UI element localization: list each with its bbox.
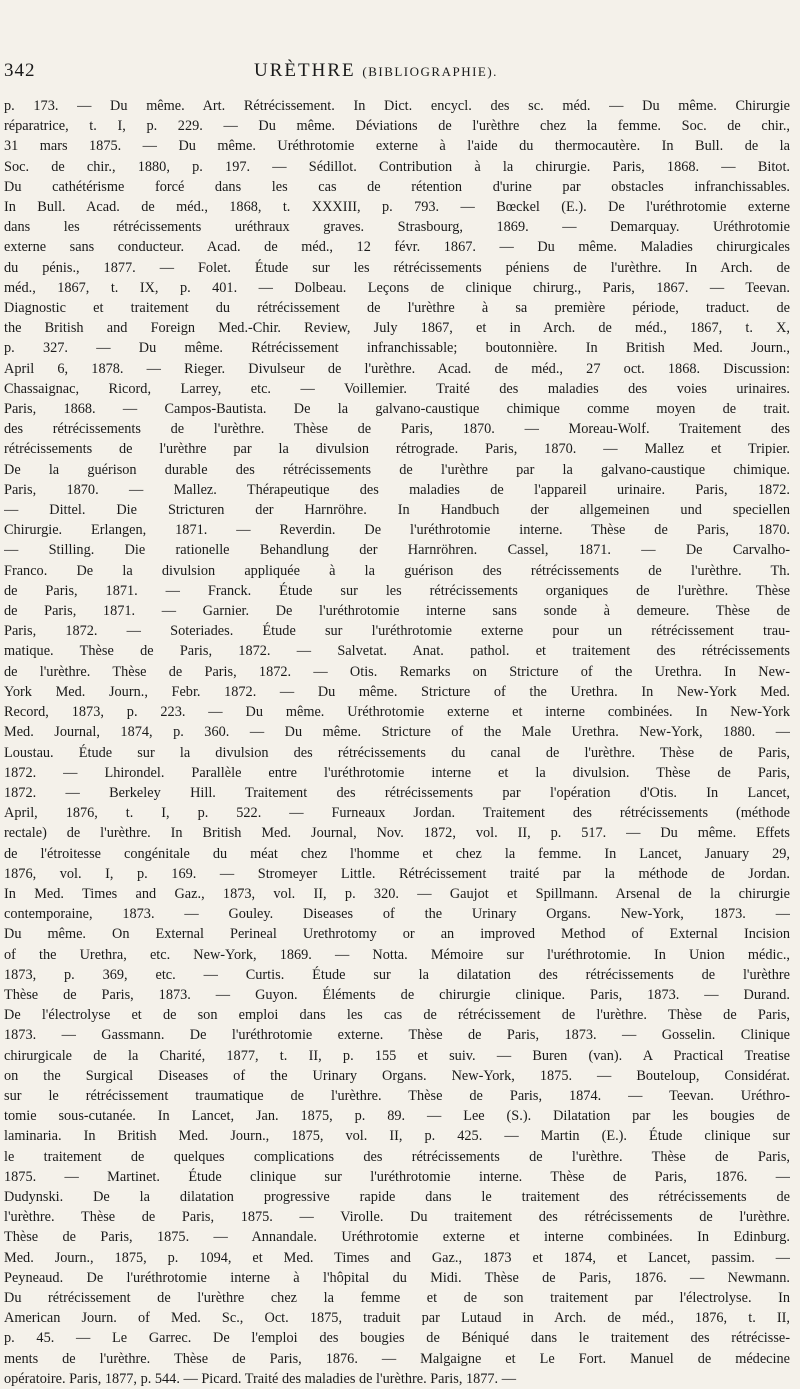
text-line: April 6, 1878. — Rieger. Divulseur de l'urèthre. Acad. de méd., 27 oct. 1868. Discussion: [4,360,790,377]
text-line: chirurgicale de la Charité, 1877, t. II, p. 155 et suiv. — Buren (van). A Practical Treatise [4,1047,790,1064]
text-line: p. 45. — Le Garrec. De l'emploi des bougies de Béniqué dans le traitement des rétrécisse- [4,1330,790,1347]
text-line: des rétrécissements de l'urèthre. Thèse de Paris, 1870. — Moreau-Wolf. Traitement des [4,421,790,438]
text-line: le traitement de quelques complications des rétrécissements de l'urèthre. Thèse de Paris, [4,1148,790,1165]
text-line: of the Urethra, etc. New-York, 1869. — Notta. Mémoire sur l'uréthrotomie. In Union médic., [4,946,790,963]
text-line: dans les rétrécissements uréthraux graves. Strasbourg, 1869. — Demarquay. Uréthrotomie [4,219,790,236]
text-line: tomie sous-cutanée. In Lancet, Jan. 1875, p. 89. — Lee (S.). Dilatation par les bougies de [4,1108,790,1125]
text-line: 31 mars 1875. — Du même. Uréthrotomie externe à l'aide du thermocautère. In Bull. de la [4,138,790,155]
text-line: — Stilling. Die rationelle Behandlung der Harnröhren. Cassel, 1871. — De Carvalho- [4,542,790,559]
text-line: laminaria. In British Med. Journ., 1875, vol. II, p. 425. — Martin (E.). Étude clinique sur [4,1128,790,1145]
text-line: on the Surgical Diseases of the Urinary Organs. New-York, 1875. — Bouteloup, Considérat. [4,1067,790,1084]
text-line: Peyneaud. De l'uréthrotomie interne à l'hôpital du Midi. Thèse de Paris, 1876. — Newmann. [4,1269,790,1286]
text-line: York Med. Journ., Febr. 1872. — Du même. Stricture of the Urethra. In New-York Med. [4,683,790,700]
text-line: de Paris, 1871. — Garnier. De l'uréthrotomie interne sans sonde à demeure. Thèse de [4,603,790,620]
text-line: — Dittel. Die Stricturen der Harnröhre. In Handbuch der allgemeinen und speciellen [4,502,790,519]
text-line: p. 173. — Du même. Art. Rétrécissement. In Dict. encycl. des sc. méd. — Du même. Chirurgie [4,98,790,114]
text-line: contemporaine, 1873. — Gouley. Diseases of the Urinary Organs. New-York, 1873. — [4,906,790,923]
text-line: 1873, p. 369, etc. — Curtis. Étude sur la dilatation des rétrécissements de l'urèthre [4,966,790,983]
text-line: Paris, 1868. — Campos-Bautista. De la galvano-caustique chimique comme moyen de trait. [4,401,790,418]
page-number: 342 [4,60,36,81]
text-line: Record, 1873, p. 223. — Du même. Uréthrotomie externe et interne combinées. In New-York [4,704,790,721]
text-line: de Paris, 1871. — Franck. Étude sur les rétrécissements organiques de l'urèthre. Thèse [4,582,790,599]
text-line: Du rétrécissement de l'urèthre chez la femme et de son traitement par l'électrolyse. In [4,1289,790,1306]
text-line: Loustau. Étude sur la divulsion des rétrécissements du canal de l'urèthre. Thèse de Paris, [4,744,790,761]
text-line: Med. Journal, 1874, p. 360. — Du même. Stricture of the Male Urethra. New-York, 1880. — [4,724,790,741]
text-line: 1873. — Gassmann. De l'uréthrotomie externe. Thèse de Paris, 1873. — Gosselin. Clinique [4,1027,790,1044]
page-header [4,60,790,90]
text-line: sur le rétrécissement traumatique de l'urèthre. Thèse de Paris, 1874. — Teevan. Uréthro- [4,1087,790,1104]
text-line: 1876, vol. I, p. 169. — Stromeyer Little. Rétrécissement traité par la méthode de Jordan. [4,865,790,882]
text-line: Soc. de chir., 1880, p. 197. — Sédillot. Contribution à la chirurgie. Paris, 1868. — Bitot. [4,158,790,175]
running-head-title: URÈTHRE [254,60,356,81]
text-line: ments de l'urèthre. Thèse de Paris, 1876. — Malgaigne et Le Fort. Manuel de médecine [4,1350,790,1367]
running-head-subtitle: (BIBLIOGRAPHIE). [362,64,498,79]
bibliography-text [4,96,790,1389]
text-line: American Journ. of Med. Sc., Oct. 1875, traduit par Lutaud in Arch. de méd., 1876, t. II, [4,1310,790,1327]
text-line: l'urèthre. Thèse de Paris, 1875. — Virolle. Du traitement des rétrécissements de l'urèthre. [4,1209,790,1226]
text-line: Chassaignac, Ricord, Larrey, etc. — Voillemier. Traité des maladies des voies urinaires. [4,380,790,397]
text-line: matique. Thèse de Paris, 1872. — Salvetat. Anat. pathol. et traitement des rétrécissements [4,643,790,660]
text-line: Thèse de Paris, 1875. — Annandale. Uréthrotomie externe et interne combinées. In Edinburg. [4,1229,790,1246]
text-line: De l'électrolyse et de son emploi dans les cas de rétrécissement de l'urèthre. Thèse de Paris, [4,1007,790,1024]
text-line: 1872. — Lhirondel. Parallèle entre l'uréthrotomie interne et la divulsion. Thèse de Paris, [4,764,790,781]
text-line: Dudynski. De la dilatation progressive rapide dans le traitement des rétrécissements de [4,1188,790,1205]
text-line: Franco. De la divulsion appliquée à la guérison des rétrécissements de l'urèthre. Th. [4,562,790,579]
text-line: De la guérison durable des rétrécissements de l'urèthre par la galvano-caustique chimique. [4,461,790,478]
text-line: rectale) de l'urèthre. In British Med. Journal, Nov. 1872, vol. II, p. 517. — Du même. Effets [4,825,790,842]
text-line: p. 327. — Du même. Rétrécissement infranchissable; boutonnière. In British Med. Journ., [4,340,790,357]
text-line: Paris, 1872. — Soteriades. Étude sur l'uréthrotomie externe pour un rétrécissement trau- [4,623,790,640]
text-line: méd., 1867, t. IX, p. 401. — Dolbeau. Leçons de clinique chirurg., Paris, 1867. — Teevan. [4,279,790,296]
text-line: In Bull. Acad. de méd., 1868, t. XXXIII, p. 793. — Bœckel (E.). De l'uréthrotomie externe [4,199,790,216]
text-line: Thèse de Paris, 1873. — Guyon. Éléments de chirurgie clinique. Paris, 1873. — Durand. [4,986,790,1003]
text-line: de l'urèthre. Thèse de Paris, 1872. — Otis. Remarks on Stricture of the Urethra. In New- [4,663,790,680]
text-line: 1872. — Berkeley Hill. Traitement des rétrécissements par l'opération d'Otis. In Lancet, [4,784,790,801]
running-head [254,60,498,82]
text-line: Med. Journ., 1875, p. 1094, et Med. Times and Gaz., 1873 et 1874, et Lancet, passim. — [4,1249,790,1266]
text-line: Paris, 1870. — Mallez. Thérapeutique des maladies de l'appareil urinaire. Paris, 1872. [4,481,790,498]
text-line: de l'étroitesse congénitale du méat chez l'homme et chez la femme. In Lancet, January 29, [4,845,790,862]
text-line: Du cathétérisme forcé dans les cas de rétention d'urine par obstacles infranchissables. [4,178,790,195]
text-line: Chirurgie. Erlangen, 1871. — Reverdin. De l'uréthrotomie interne. Thèse de Paris, 1870. [4,522,790,539]
text-line: In Med. Times and Gaz., 1873, vol. II, p. 320. — Gaujot et Spillmann. Arsenal de la chirurgie [4,885,790,902]
text-line: Diagnostic et traitement du rétrécissement de l'urèthre à sa première période, traduct. de [4,300,790,317]
text-line: réparatrice, t. I, p. 229. — Du même. Déviations de l'urèthre chez la femme. Soc. de chir., [4,118,790,135]
text-line: 1875. — Martinet. Étude clinique sur l'uréthrotomie interne. Thèse de Paris, 1876. — [4,1168,790,1185]
text-line: Du même. On External Perineal Urethrotomy or an improved Method of External Incision [4,926,790,943]
text-line: rétrécissements de l'urèthre par la divulsion rétrograde. Paris, 1870. — Mallez et Tripier. [4,441,790,458]
text-line: the British and Foreign Med.-Chir. Review, July 1867, et in Arch. de méd., 1867, t. X, [4,320,790,337]
text-line: externe sans conducteur. Acad. de méd., 12 févr. 1867. — Du même. Maladies chirurgicales [4,239,790,256]
text-line: April, 1876, t. I, p. 522. — Furneaux Jordan. Traitement des rétrécissements (méthode [4,805,790,822]
text-line: du pénis., 1877. — Folet. Étude sur les rétrécissements péniens de l'urèthre. In Arch. de [4,259,790,276]
text-line: opératoire. Paris, 1877, p. 544. — Picard. Traité des maladies de l'urèthre. Paris, 1877. — [4,1370,517,1387]
